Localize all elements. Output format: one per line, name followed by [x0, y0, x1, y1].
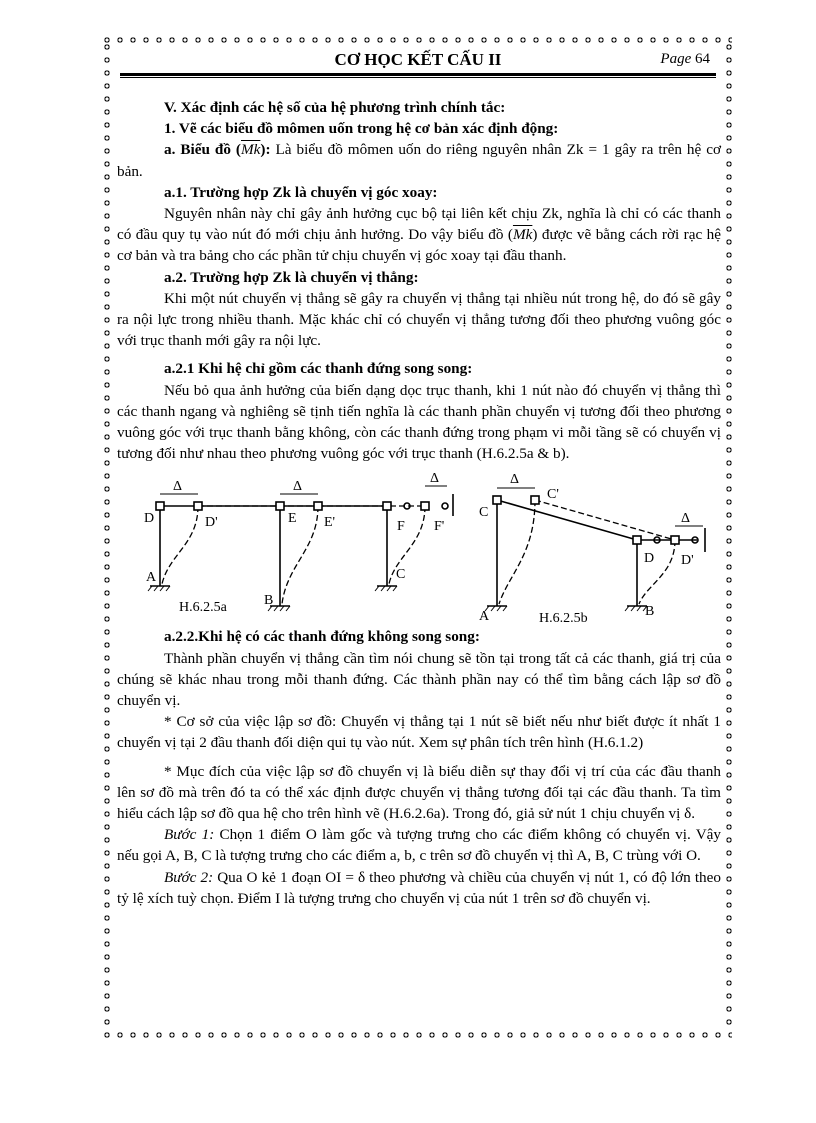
page-border-bottom — [104, 1032, 732, 1038]
fig-a-caption: H.6.2.5a — [179, 600, 227, 616]
page-number — [660, 51, 710, 68]
fig-a-roller-2 — [442, 503, 448, 509]
paragraph-buoc-2 — [117, 867, 721, 909]
fig-b-inclined-beam — [497, 500, 637, 540]
a1-start: Nguyên nhân này chỉ gây ảnh hưởng cục bộ tại liên kết chịu Zk, nghĩa là chỉ có các thanh có đầu quy tụ vào nút đó mới chịu ảnh hưởng. Do vậy biểu đồ ( — [117, 205, 721, 244]
page-label: Page — [660, 51, 692, 67]
fig-b-node-d-prime — [671, 536, 679, 544]
header-title: CƠ HỌC KẾT CẤU II — [334, 50, 502, 69]
paragraph-a21: Nếu bỏ qua ảnh hưởng của biến dạng dọc trục thanh, khi 1 nút nào đó chuyển vị thẳng thì các thanh ngang và nghiêng sẽ tịnh tiến nghĩa là các thanh phần chuyển vị tương đối theo phương vuông góc với trục thanh bằng không, còn các thanh đứng trong phạm vi mỗi tầng sẽ có chuyển vị tương đối như nhau theo phương vuông góc với trục thanh (H.6.2.5a & b). — [117, 381, 721, 463]
paragraph-a22: Thành phần chuyển vị thẳng cần tìm nói chung sẽ tồn tại trong tất cả các thanh, giá trị của chúng sẽ khác nhau trong mỗi thanh đứng. Các thành phần nay có thể tìm bằng cách lập sơ đồ chuyển vị. — [117, 649, 721, 710]
fig-a-deformed-a — [162, 506, 198, 584]
page-number-value: 64 — [695, 51, 710, 67]
figure-h625 — [117, 464, 721, 626]
fig-b-deformed-b — [639, 540, 675, 604]
fig-a-label-f-prime: F' — [434, 519, 445, 535]
heading-v: V. Xác định các hệ số của hệ phương trình chính tắc: — [164, 99, 506, 116]
fig-b-node-d — [633, 536, 641, 544]
fig-a-label-d-prime: D' — [205, 515, 218, 531]
fig-b-delta-2: Δ — [681, 511, 691, 527]
fig-a-delta-2: Δ — [293, 479, 303, 495]
fig-b-label-c: C — [479, 505, 489, 521]
mk-symbol-2: $\overline{Mk}$ — [512, 226, 533, 244]
fig-b-node-c-prime — [531, 496, 539, 504]
heading-a22: a.2.2.Khi hệ có các thanh đứng không song song: — [164, 628, 480, 646]
a-text: Là biểu đồ mômen uốn do riêng nguyên nhân Zk = 1 gây ra trên hệ cơ bản. — [117, 141, 722, 180]
fig-a-node-d — [156, 502, 164, 510]
fig-a-label-e: E — [288, 511, 297, 527]
fig-b-delta-1: Δ — [510, 472, 520, 488]
page-border-left — [104, 44, 110, 1032]
header-rule-thick — [120, 73, 716, 76]
fig-a-label-c: C — [396, 567, 406, 583]
header-rule-thin — [120, 77, 716, 78]
fig-a-label-b: B — [264, 593, 274, 609]
fig-b-label-c-prime: C' — [547, 487, 559, 503]
fig-a-node-f — [383, 502, 391, 510]
paragraph-buoc-1 — [117, 824, 721, 866]
fig-b-label-b: B — [645, 604, 655, 620]
fig-a-node-e — [276, 502, 284, 510]
buoc-1-label: Bước 1: — [164, 826, 215, 844]
buoc-1-text: Chọn 1 điểm O làm gốc và tượng trưng cho các điểm không có chuyển vị. Vậy nếu gọi A, B, C là tượng trưng cho các điểm a, b, c trên sơ đồ chuyển vị thì A, B, C trùng với O. — [117, 826, 721, 865]
heading-a2: a.2. Trường hợp Zk là chuyển vị thẳng: — [164, 268, 419, 286]
paragraph-co-so: * Cơ sở của việc lập sơ đồ: Chuyển vị thẳng tại 1 nút sẽ biết nếu như biết được ít nhất 1 chuyển vị tại 2 đầu thanh đối diện qui tụ vào nút. Xem sự phân tích trên hình (H.6.1.2) — [117, 713, 721, 752]
heading-a1: a.1. Trường hợp Zk là chuyển vị góc xoay: — [164, 183, 438, 201]
fig-a-label-f: F — [397, 519, 405, 535]
page-header — [120, 50, 716, 72]
fig-b-deformed-a — [499, 500, 535, 604]
buoc-2-label: Bước 2: — [164, 868, 214, 886]
fig-a-deformed-c — [389, 506, 425, 584]
fig-a-node-f-prime — [421, 502, 429, 510]
fig-a-node-d-prime — [194, 502, 202, 510]
fig-b-caption: H.6.2.5b — [539, 611, 588, 627]
buoc-2-text: Qua O kẻ 1 đoạn OI = δ theo phương và chiều của chuyển vị nút 1, có độ lớn theo tỷ lệ xích tuỳ chọn. Điểm I là tượng trưng cho chuyển vị của nút 1 trên sơ đồ chuyển vị. — [117, 868, 721, 907]
fig-a-label-e-prime: E' — [324, 515, 336, 531]
frame-diagrams — [117, 464, 721, 626]
paragraph-a2: Khi một nút chuyển vị thẳng sẽ gây ra chuyển vị thẳng tại nhiều nút trong hệ, do đó sẽ gây ra nội lực trong nhiều thanh. Mặc khác chỉ có chuyển vị thẳng tương đối theo phương vuông góc với trục thanh mới gây ra nội lực. — [117, 289, 721, 350]
a-suffix: ): — [260, 141, 271, 159]
fig-a-label-a: A — [146, 570, 157, 586]
fig-a-node-e-prime — [314, 502, 322, 510]
paragraph-a — [117, 139, 721, 181]
a-prefix: a. Biểu đồ ( — [164, 141, 241, 159]
a1-end: ) được vẽ bằng cách rời rạc hệ cơ bản và tra bảng cho các phần tử chịu chuyển vị góc xoay tại đầu thanh. — [117, 226, 721, 265]
fig-b-node-c — [493, 496, 501, 504]
heading-1: 1. Vẽ các biểu đồ mômen uốn trong hệ cơ bản xác định động: — [164, 120, 559, 138]
page-border-top — [104, 37, 732, 43]
paragraph-a1 — [117, 203, 721, 267]
mk-symbol: $\overline{Mk}$ — [240, 141, 261, 159]
heading-a21: a.2.1 Khi hệ chỉ gồm các thanh đứng song song: — [164, 360, 473, 378]
fig-b-label-d: D — [644, 551, 655, 567]
fig-a-delta-1: Δ — [173, 479, 183, 495]
paragraph-muc-dich: * Mục đích của việc lập sơ đồ chuyển vị là biểu diễn sự thay đổi vị trí của các đầu thanh lên sơ đồ mà trên đó ta có thể xác định được chuyển vị thẳng tương đối tại các đầu thanh. Ta tìm hiểu cách lập sơ đồ qua hệ cho trên hình vẽ (H.6.2.6a). Trong đó, giả sử nút 1 chịu chuyển vị δ. — [117, 762, 721, 823]
fig-a-delta-3: Δ — [430, 471, 440, 487]
fig-a-label-d: D — [144, 511, 155, 527]
document-body — [117, 97, 721, 909]
fig-b-deformed-beam — [535, 500, 675, 540]
fig-b-label-a: A — [479, 609, 490, 625]
fig-b-label-d-prime: D' — [681, 553, 694, 569]
page-border-right — [726, 44, 732, 1032]
